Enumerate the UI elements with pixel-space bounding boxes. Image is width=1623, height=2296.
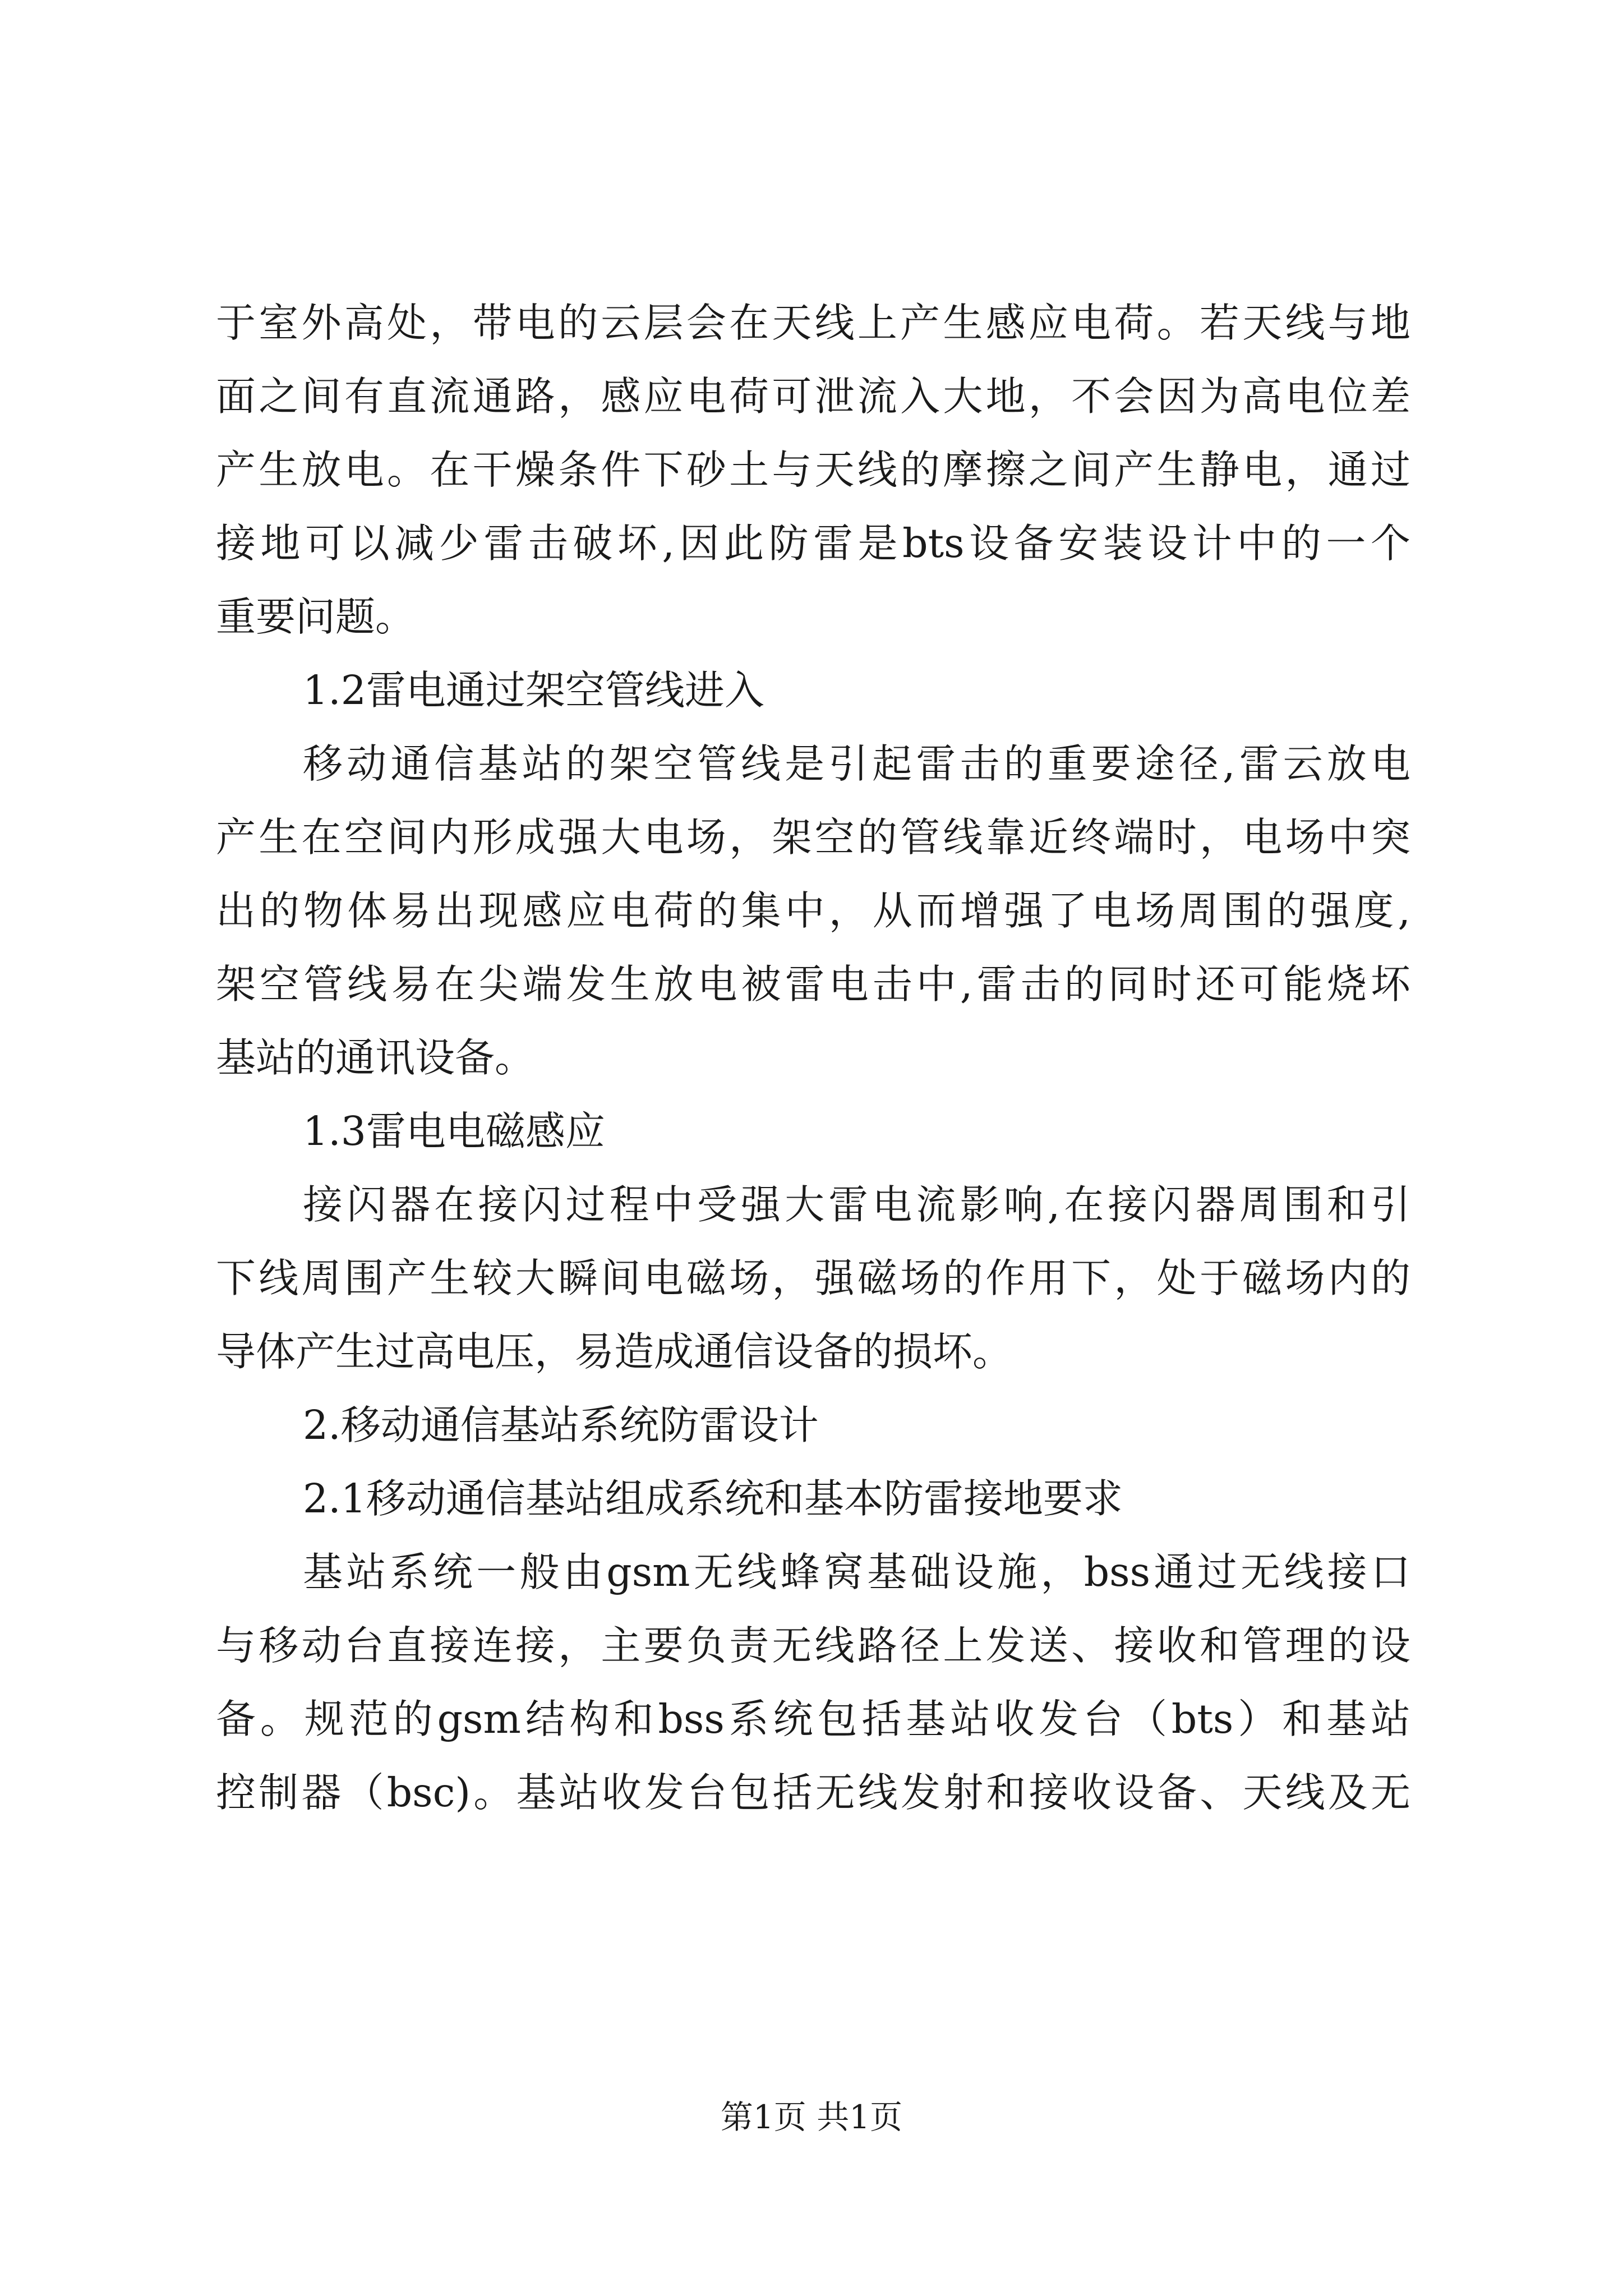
body-text-line: 备。规范的gsm结构和bss系统包括基站收发台（bts）和基站 [216,1696,1410,1742]
body-text-line: 基站系统一般由gsm无线蜂窝基础设施，bss通过无线接口 [303,1549,1410,1595]
body-text-line: 于室外高处，带电的云层会在天线上产生感应电荷。若天线与地 [216,300,1410,346]
section-heading: 1.2雷电通过架空管线进入 [303,667,764,714]
body-text-line: 产生在空间内形成强大电场，架空的管线靠近终端时，电场中突 [216,814,1410,861]
page-footer: 第1页 共1页 [720,2098,903,2136]
body-text-line: 基站的通讯设备。 [216,1034,535,1081]
body-text-line: 与移动台直接连接，主要负责无线路径上发送、接收和管理的设 [216,1622,1410,1669]
body-text-line: 下线周围产生较大瞬间电磁场，强磁场的作用下，处于磁场内的 [216,1255,1410,1301]
body-text-line: 出的物体易出现感应电荷的集中，从而增强了电场周围的强度, [216,887,1410,934]
body-text-line: 重要问题。 [216,593,416,640]
body-text-line: 控制器（bsc)。基站收发台包括无线发射和接收设备、天线及无 [216,1769,1410,1816]
body-text-line: 架空管线易在尖端发生放电被雷电击中,雷击的同时还可能烧坏 [216,961,1410,1007]
body-text-line: 接闪器在接闪过程中受强大雷电流影响,在接闪器周围和引 [303,1181,1410,1228]
document-body [216,300,1410,1846]
body-text-line: 产生放电。在干燥条件下砂土与天线的摩擦之间产生静电，通过 [216,447,1410,493]
body-text-line: 接地可以减少雷击破坏,因此防雷是bts设备安装设计中的一个 [216,520,1410,567]
body-text-line: 导体产生过高电压，易造成通信设备的损坏。 [216,1328,1013,1375]
section-heading: 2.移动通信基站系统防雷设计 [303,1402,819,1448]
section-heading: 2.1移动通信基站组成系统和基本防雷接地要求 [303,1475,1123,1522]
section-heading: 1.3雷电电磁感应 [303,1108,605,1154]
body-text-line: 面之间有直流通路，感应电荷可泄流入大地，不会因为高电位差 [216,373,1410,420]
body-text-line: 移动通信基站的架空管线是引起雷击的重要途径,雷云放电 [303,740,1410,787]
